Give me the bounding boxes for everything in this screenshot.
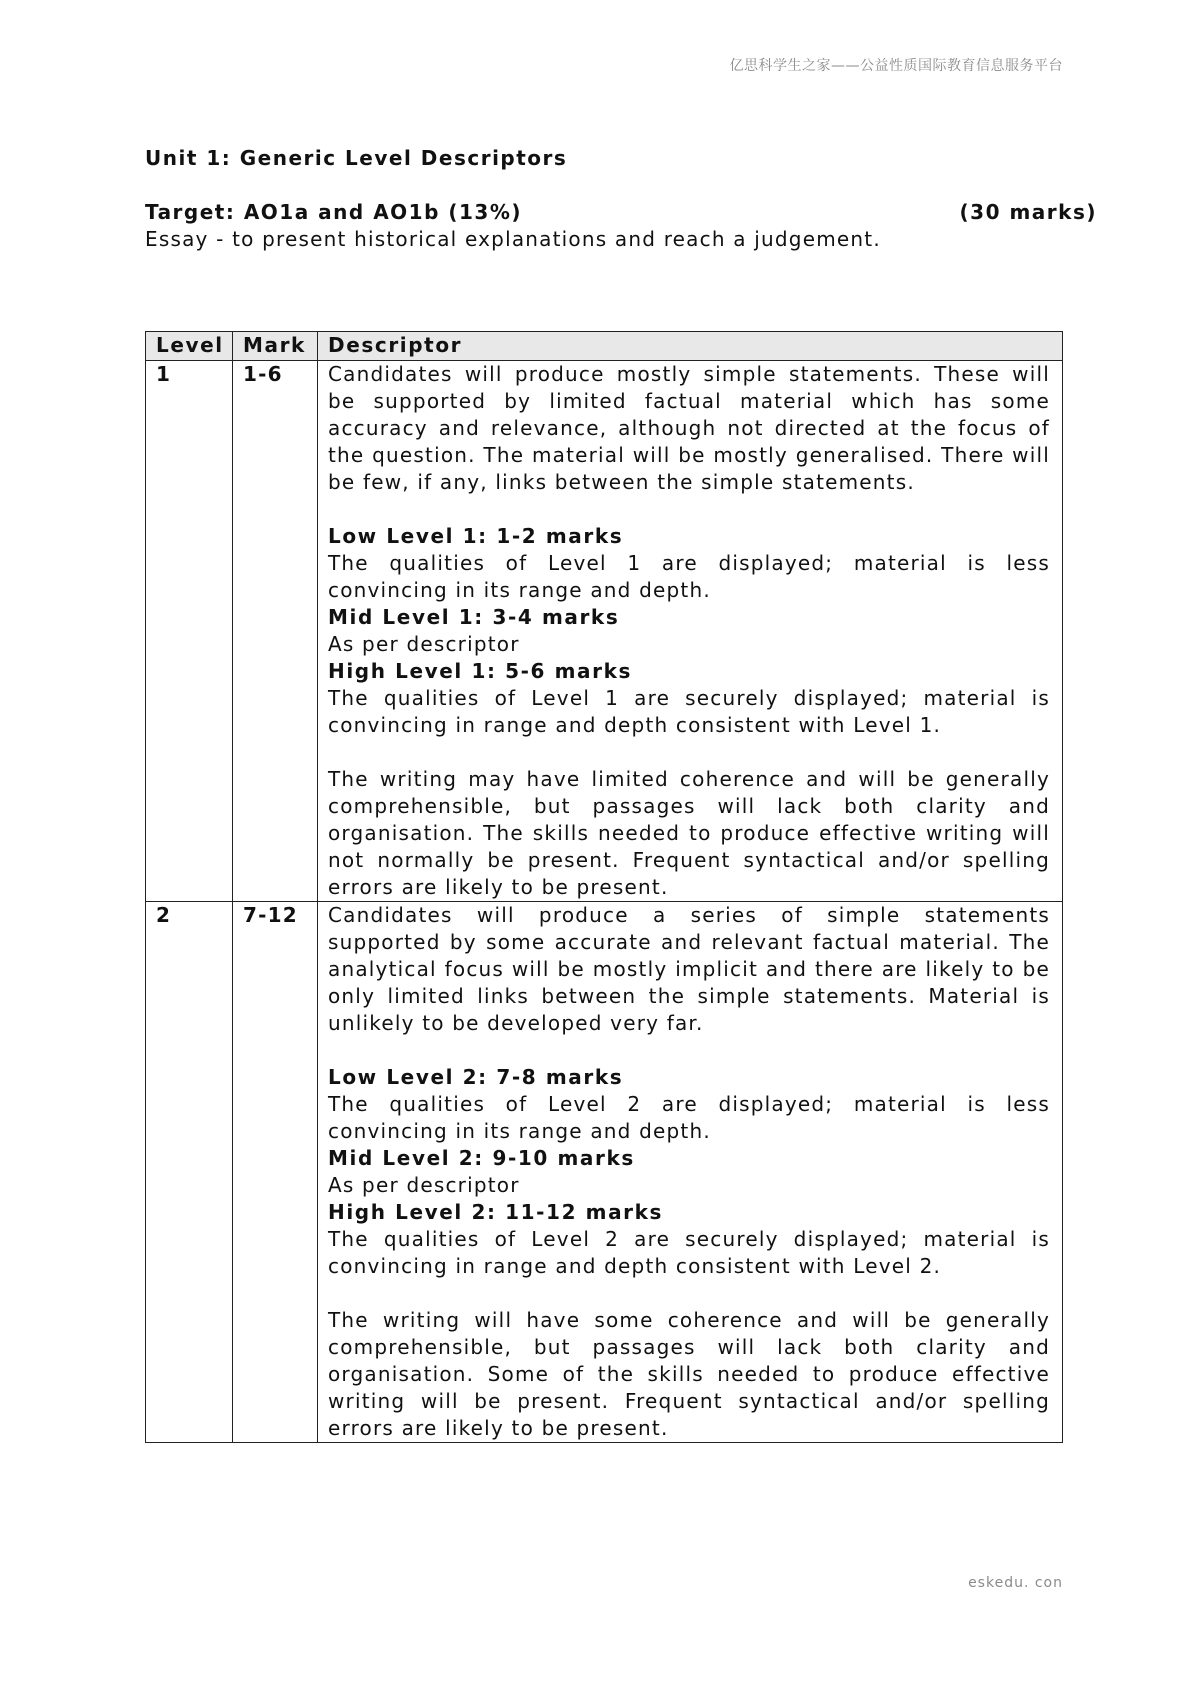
writing-quality-text: The writing will have some coherence and will be generally comprehensible, but passages will lack both clarity and organisation. Some of the skills needed to produce effective writing will be present. Frequent syntactical and/or spelling errors are likely to be present. [328,1308,1050,1440]
high-band-title: High Level 2: 11-12 marks [328,1200,664,1224]
table-row [146,361,1063,902]
column-header-descriptor: Descriptor [318,332,1063,361]
descriptor-cell [318,902,1063,1443]
level-cell: 1 [146,361,233,902]
high-band-title: High Level 1: 5-6 marks [328,659,633,683]
low-band-title: Low Level 2: 7-8 marks [328,1065,624,1089]
descriptor-intro: Candidates will produce mostly simple statements. These will be supported by limited factual material which has some accuracy and relevance, although not directed at the focus of the question. The material will be mostly generalised. There will be few, if any, links between the simple statements. [328,362,1050,494]
mid-band-title: Mid Level 1: 3-4 marks [328,605,620,629]
mid-band-title: Mid Level 2: 9-10 marks [328,1146,635,1170]
column-header-mark: Mark [233,332,318,361]
watermark-header: 亿思科学生之家——公益性质国际教育信息服务平台 [729,58,1063,74]
mid-band-text: As per descriptor [328,632,520,656]
watermark-footer: eskedu. con [968,1575,1063,1591]
mark-cell: 7-12 [233,902,318,1443]
mid-band-text: As per descriptor [328,1173,520,1197]
target-marks: (30 marks) [959,200,1097,224]
essay-description: Essay - to present historical explanations and reach a judgement. [145,227,881,251]
level-descriptor-table [145,331,1063,1443]
descriptor-intro: Candidates will produce a series of simple statements supported by some accurate and relevant factual material. The analytical focus will be mostly implicit and there are likely to be only limited links between the simple statements. Material is unlikely to be developed very far. [328,903,1050,1035]
target-label: Target: AO1a and AO1b (13%) [145,200,523,224]
table-row [146,902,1063,1443]
writing-quality-text: The writing may have limited coherence and will be generally comprehensible, but passages will lack both clarity and organisation. The skills needed to produce effective writing will not normally be present. Frequent syntactical and/or spelling errors are likely to be present. [328,767,1050,899]
level-cell: 2 [146,902,233,1443]
low-band-text: The qualities of Level 2 are displayed; material is less convincing in its range and depth. [328,1092,1050,1143]
target-line [145,200,1097,224]
column-header-level: Level [146,332,233,361]
table-header-row [146,332,1063,361]
mark-cell: 1-6 [233,361,318,902]
high-band-text: The qualities of Level 2 are securely displayed; material is convincing in range and depth consistent with Level 2. [328,1227,1050,1278]
low-band-text: The qualities of Level 1 are displayed; material is less convincing in its range and depth. [328,551,1050,602]
high-band-text: The qualities of Level 1 are securely displayed; material is convincing in range and depth consistent with Level 1. [328,686,1050,737]
page-title: Unit 1: Generic Level Descriptors [145,146,568,170]
low-band-title: Low Level 1: 1-2 marks [328,524,624,548]
descriptor-cell [318,361,1063,902]
